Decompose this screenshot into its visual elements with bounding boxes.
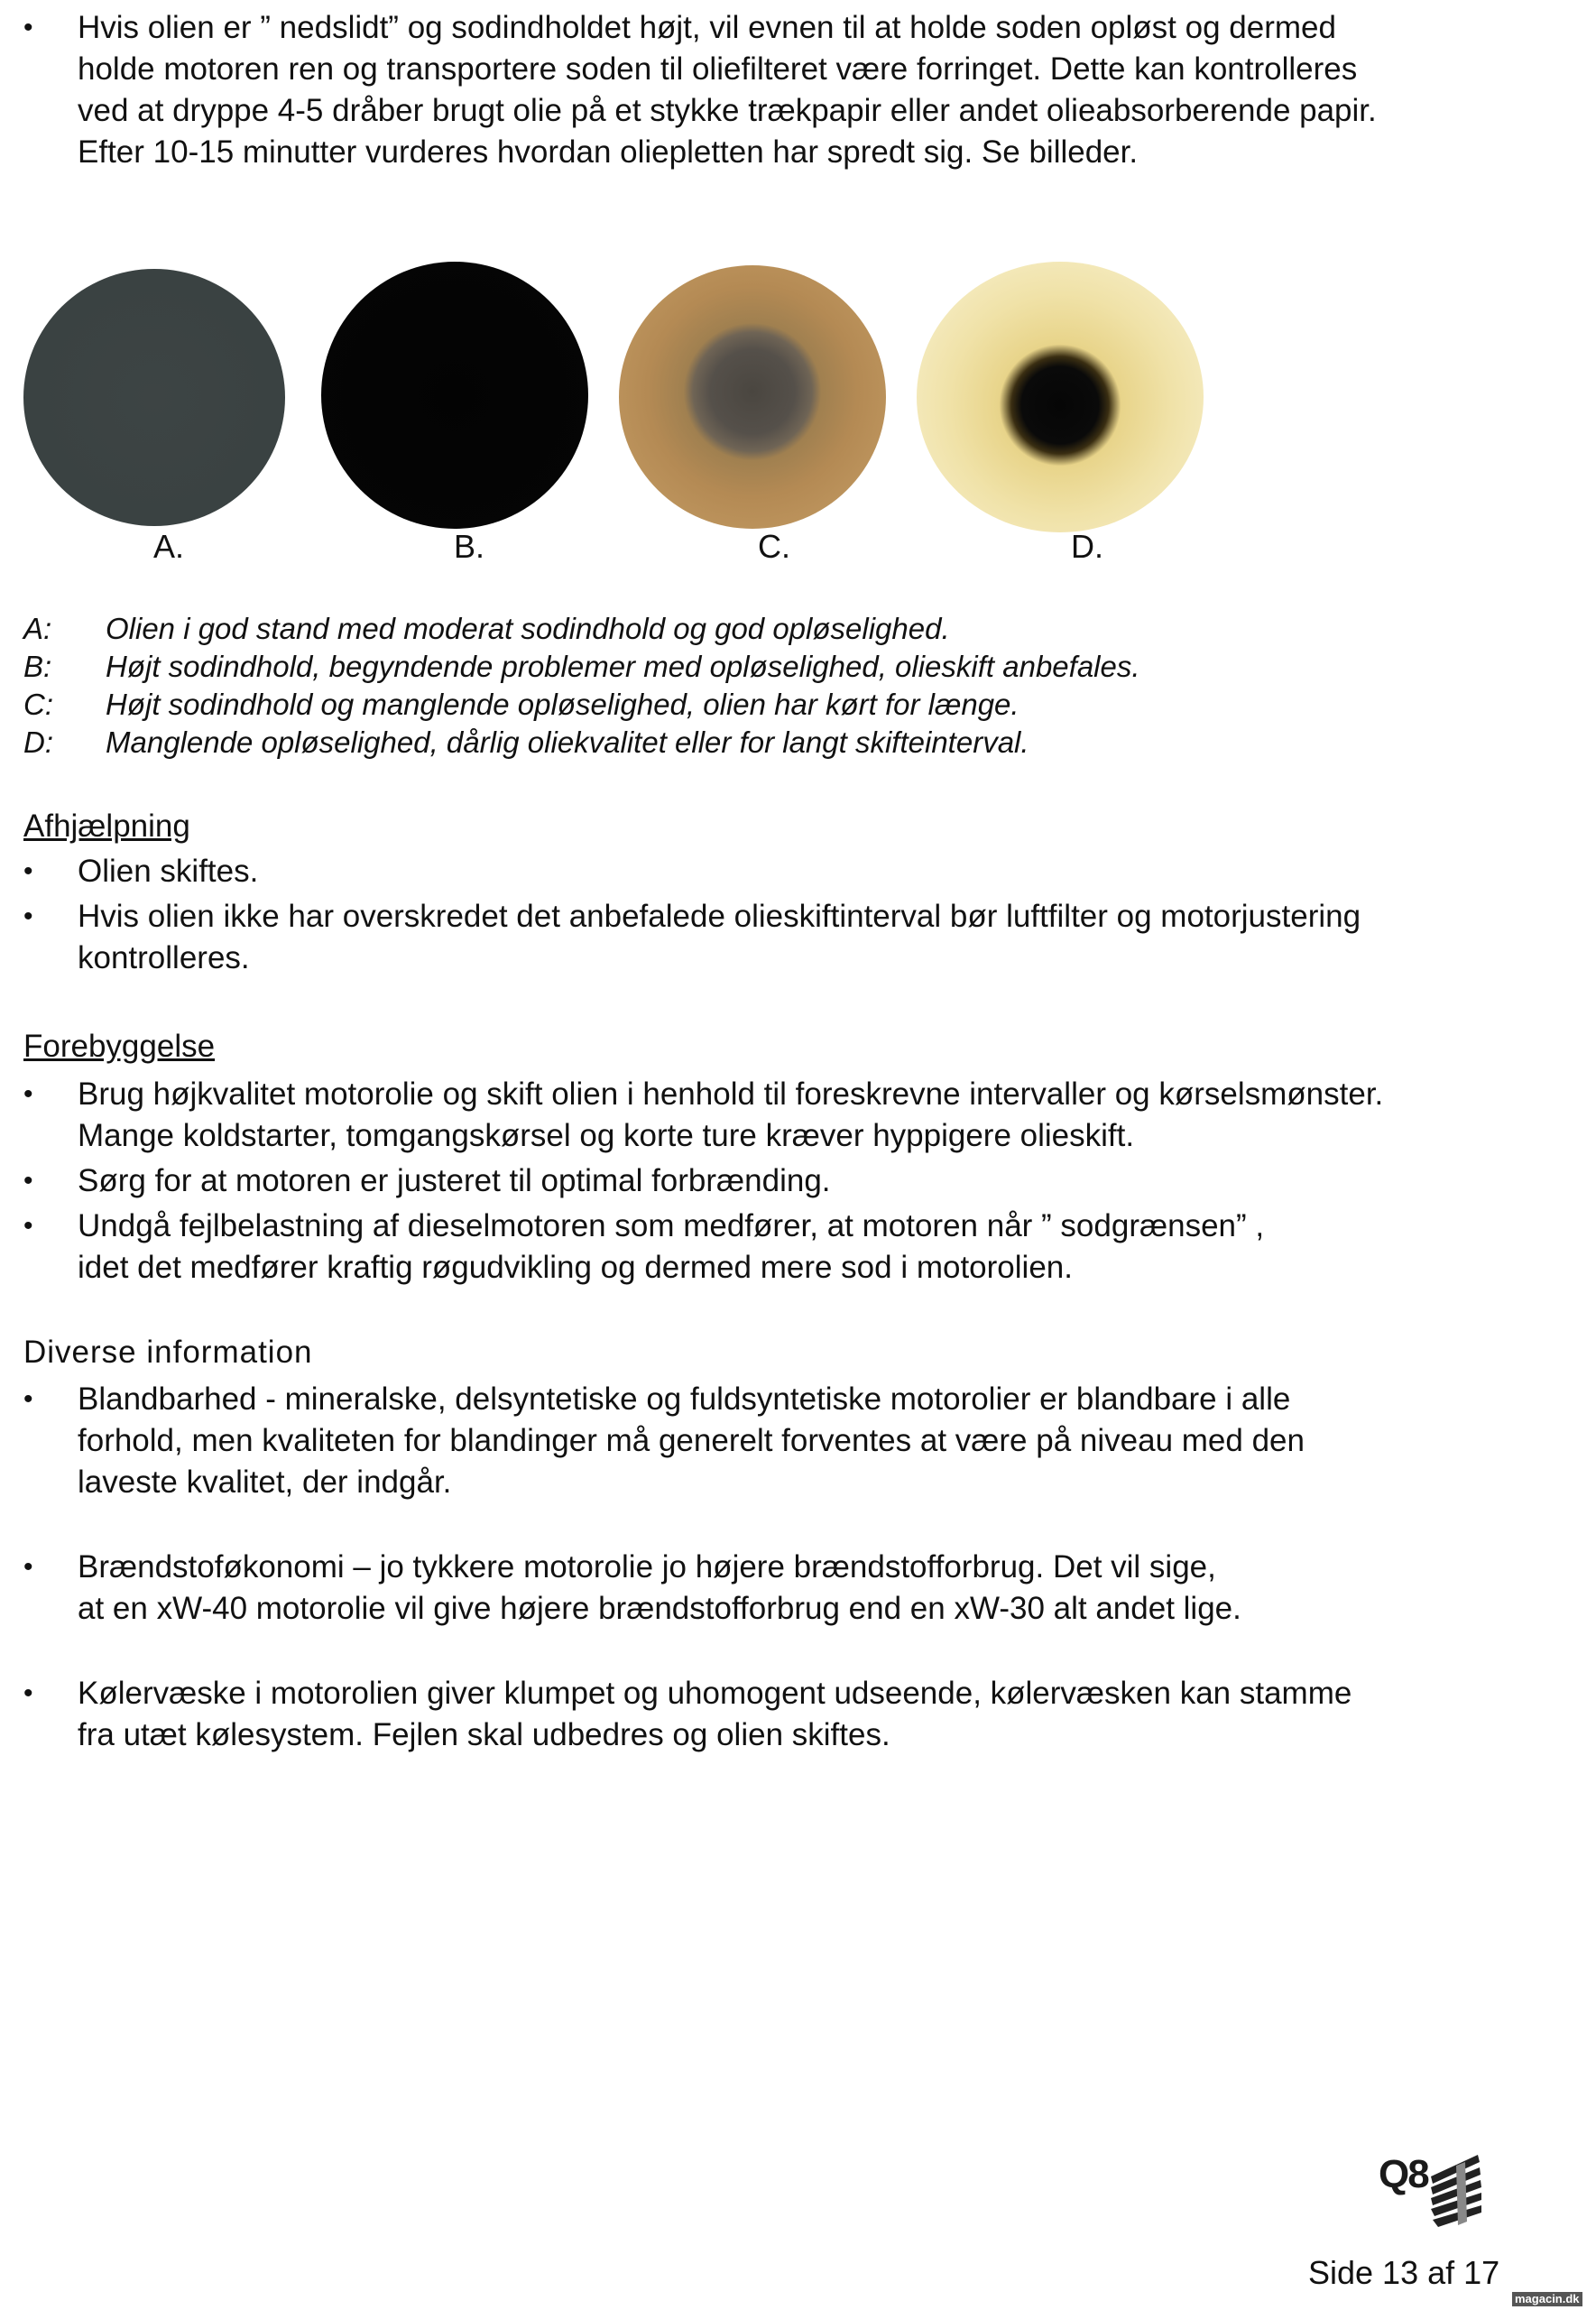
oil-spot-d-label: D.: [1071, 528, 1103, 565]
oil-spot-b-label: B.: [454, 528, 485, 565]
legend-key: B:: [23, 650, 52, 683]
list-item: [23, 896, 1557, 979]
list-item-line: Mange koldstarter, tomgangskørsel og korte ture kræver hyppigere olieskift.: [78, 1118, 1135, 1153]
list-item-line: Sørg for at motoren er justeret til optimal forbrænding.: [78, 1163, 831, 1198]
diverse-list: [23, 1379, 1557, 1756]
bullet-icon: •: [23, 856, 33, 886]
bullet-icon: •: [23, 13, 33, 42]
section-heading-diverse: Diverse information: [23, 1335, 313, 1370]
oil-spot-images: [23, 262, 1232, 550]
legend-key: D:: [23, 725, 53, 759]
list-item: [23, 1673, 1557, 1756]
legend-text: Olien i god stand med moderat sodindhold og god opløselighed.: [106, 612, 950, 645]
oil-spot-c-label: C.: [758, 528, 790, 565]
watermark: magacin.dk: [1512, 2292, 1582, 2306]
q8-logo: [1379, 2149, 1487, 2231]
list-item: [23, 1160, 1557, 1202]
list-item: [23, 851, 1557, 892]
legend-row: [23, 648, 1377, 686]
legend-row: [23, 724, 1377, 762]
oil-spot-b-image: [321, 262, 588, 529]
q8-logo-text: Q8: [1379, 2152, 1428, 2196]
legend-key: A:: [23, 612, 52, 645]
page-number: Side 13 af 17: [1308, 2254, 1500, 2291]
intro-bullet-item: [23, 7, 1557, 173]
list-item-line: idet det medfører kraftig røgudvikling og dermed mere sod i motorolien.: [78, 1250, 1073, 1285]
legend-text: Højt sodindhold, begyndende problemer med opløselighed, olieskift anbefales.: [106, 650, 1140, 683]
intro-line: holde motoren ren og transportere soden til oliefilteret være forringet. Dette kan kontrolleres: [78, 51, 1358, 87]
oil-spot-a-label: A.: [153, 528, 185, 565]
bullet-icon: •: [23, 1211, 33, 1241]
list-item-line: Brug højkvalitet motorolie og skift olien i henhold til foreskrevne intervaller og kørselsmønster.: [78, 1076, 1384, 1112]
list-item: [23, 1074, 1557, 1157]
list-item-line: kontrolleres.: [78, 940, 250, 975]
legend-row: [23, 610, 1377, 648]
bullet-icon: •: [23, 1166, 33, 1196]
list-item-line: Blandbarhed - mineralske, delsyntetiske og fuldsyntetiske motorolier er blandbare i alle: [78, 1381, 1291, 1417]
list-item: [23, 1379, 1557, 1503]
oil-spot-a-image: [23, 269, 285, 526]
intro-line: Efter 10-15 minutter vurderes hvordan oliepletten har spredt sig. Se billeder.: [78, 134, 1139, 170]
list-item-line: Kølervæske i motorolien giver klumpet og uhomogent udseende, kølervæsken kan stamme: [78, 1676, 1352, 1711]
legend-row: [23, 686, 1377, 724]
list-item-line: forhold, men kvaliteten for blandinger må generelt forventes at være på niveau med den: [78, 1423, 1305, 1458]
list-item: [23, 1206, 1557, 1289]
intro-line: ved at dryppe 4-5 dråber brugt olie på et stykke trækpapir eller andet olieabsorberende papir.: [78, 93, 1377, 128]
legend-text: Manglende opløselighed, dårlig oliekvalitet eller for langt skifteinterval.: [106, 725, 1029, 759]
bullet-icon: •: [23, 1678, 33, 1708]
bullet-icon: •: [23, 1552, 33, 1582]
section-heading-forebyggelse: Forebyggelse: [23, 1029, 216, 1064]
list-item-line: at en xW-40 motorolie vil give højere brændstofforbrug end en xW-30 alt andet lige.: [78, 1591, 1241, 1626]
oil-spot-legend: [23, 610, 1377, 762]
intro-bullet-list: [23, 7, 1557, 173]
intro-line: Hvis olien er ” nedslidt” og sodindholdet højt, vil evnen til at holde soden opløst og dermed: [78, 10, 1336, 45]
list-item-line: fra utæt kølesystem. Fejlen skal udbedres og olien skiftes.: [78, 1717, 890, 1752]
legend-text: Højt sodindhold og manglende opløselighed, olien har kørt for længe.: [106, 688, 1019, 721]
oil-spot-c-image: [619, 265, 886, 529]
oil-spot-d-image: [917, 262, 1204, 532]
bullet-icon: •: [23, 1384, 33, 1414]
list-item-line: Undgå fejlbelastning af dieselmotoren som medfører, at motoren når ” sodgrænsen” ,: [78, 1208, 1265, 1243]
forebyggelse-list: [23, 1074, 1557, 1289]
bullet-icon: •: [23, 1079, 33, 1109]
bullet-icon: •: [23, 901, 33, 931]
list-item-line: laveste kvalitet, der indgår.: [78, 1465, 452, 1500]
list-item: [23, 1547, 1557, 1630]
list-item-line: Olien skiftes.: [78, 854, 259, 889]
list-item-line: Hvis olien ikke har overskredet det anbefalede olieskiftinterval bør luftfilter og motorjustering: [78, 899, 1361, 934]
list-item-line: Brændstoføkonomi – jo tykkere motorolie jo højere brændstofforbrug. Det vil sige,: [78, 1549, 1216, 1585]
afhjaelpning-list: [23, 851, 1557, 979]
section-heading-afhjaelpning: Afhjælpning: [23, 808, 190, 844]
legend-key: C:: [23, 688, 53, 721]
